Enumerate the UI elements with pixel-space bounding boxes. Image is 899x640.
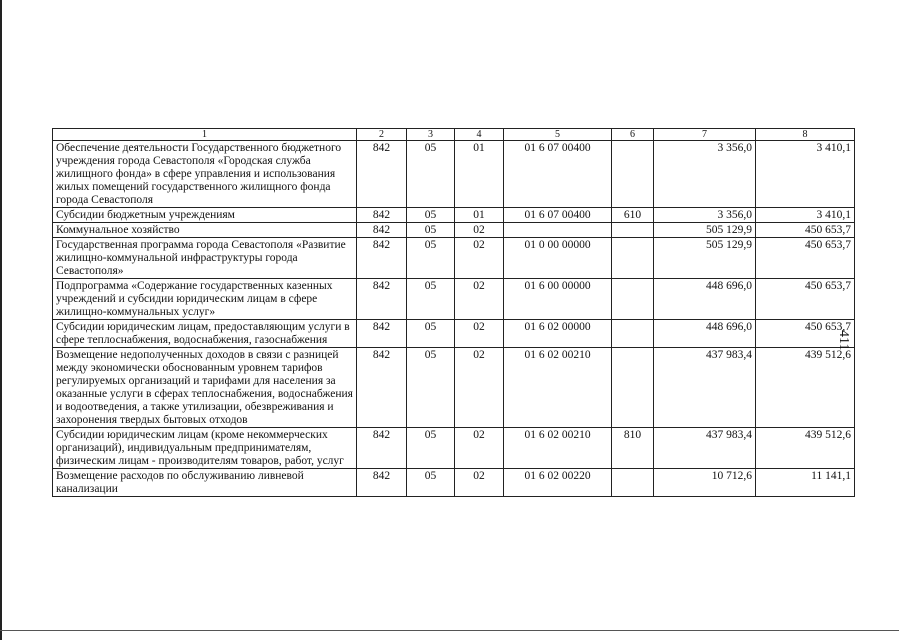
ministry-code-cell: 842 — [357, 469, 407, 497]
page-number: 411 — [836, 330, 851, 351]
expense-type-cell: 810 — [612, 428, 654, 469]
column-number: 8 — [756, 129, 855, 141]
page-bottom-rule — [0, 630, 899, 631]
subsection-code-cell: 01 — [455, 208, 504, 223]
amount-year2-cell: 3 410,1 — [756, 141, 855, 208]
column-number: 2 — [357, 129, 407, 141]
amount-year2-cell: 450 653,7 — [756, 279, 855, 320]
table-row — [53, 141, 855, 208]
table-row — [53, 348, 855, 428]
expense-type-cell — [612, 279, 654, 320]
section-code-cell: 05 — [407, 320, 455, 348]
table-row — [53, 428, 855, 469]
section-code-cell: 05 — [407, 208, 455, 223]
ministry-code-cell: 842 — [357, 208, 407, 223]
amount-year1-cell: 505 129,9 — [654, 238, 756, 279]
target-article-cell: 01 6 02 00220 — [504, 469, 612, 497]
row-name-cell: Возмещение недополученных доходов в связи с разницей между экономически обоснованным уровнем тарифов регулируемых организаций и тарифами для населения за оказанные услуги в сферах теплоснабжения, водоснабжения и водоотведения, а также утилизации, обезвреживания и захоронения твердых бытовых отходов — [53, 348, 357, 428]
column-number: 3 — [407, 129, 455, 141]
amount-year2-cell: 439 512,6 — [756, 428, 855, 469]
expense-type-cell — [612, 223, 654, 238]
subsection-code-cell: 02 — [455, 238, 504, 279]
ministry-code-cell: 842 — [357, 223, 407, 238]
expense-type-cell — [612, 141, 654, 208]
ministry-code-cell: 842 — [357, 141, 407, 208]
column-number: 6 — [612, 129, 654, 141]
expense-type-cell — [612, 469, 654, 497]
row-name-cell: Субсидии бюджетным учреждениям — [53, 208, 357, 223]
amount-year2-cell: 11 141,1 — [756, 469, 855, 497]
column-number: 7 — [654, 129, 756, 141]
section-code-cell: 05 — [407, 141, 455, 208]
amount-year1-cell: 448 696,0 — [654, 279, 756, 320]
row-name-cell: Подпрограмма «Содержание государственных казенных учреждений и субсидии юридическим лицам в сфере жилищно-коммунальных услуг» — [53, 279, 357, 320]
table-row — [53, 223, 855, 238]
row-name-cell: Субсидии юридическим лицам, предоставляющим услуги в сфере теплоснабжения, водоснабжения, газоснабжения — [53, 320, 357, 348]
row-name-cell: Возмещение расходов по обслуживанию ливневой канализации — [53, 469, 357, 497]
subsection-code-cell: 02 — [455, 428, 504, 469]
target-article-cell: 01 6 02 00210 — [504, 348, 612, 428]
ministry-code-cell: 842 — [357, 428, 407, 469]
section-code-cell: 05 — [407, 428, 455, 469]
row-name-cell: Обеспечение деятельности Государственного бюджетного учреждения города Севастополя «Городская служба жилищного фонда» в сфере управления и использования жилых помещений государственного жилищного фонда города Севастополя — [53, 141, 357, 208]
target-article-cell: 01 6 07 00400 — [504, 208, 612, 223]
column-number: 4 — [455, 129, 504, 141]
amount-year1-cell: 3 356,0 — [654, 141, 756, 208]
expense-type-cell — [612, 320, 654, 348]
amount-year1-cell: 437 983,4 — [654, 428, 756, 469]
amount-year1-cell: 3 356,0 — [654, 208, 756, 223]
budget-table — [52, 128, 855, 497]
expense-type-cell — [612, 348, 654, 428]
column-number-row — [53, 129, 855, 141]
expense-type-cell — [612, 238, 654, 279]
table-row — [53, 238, 855, 279]
table-row — [53, 469, 855, 497]
row-name-cell: Субсидии юридическим лицам (кроме некоммерческих организаций), индивидуальным предпринимателям, физическим лицам - производителям товаров, работ, услуг — [53, 428, 357, 469]
ministry-code-cell: 842 — [357, 279, 407, 320]
amount-year1-cell: 448 696,0 — [654, 320, 756, 348]
section-code-cell: 05 — [407, 469, 455, 497]
target-article-cell: 01 6 07 00400 — [504, 141, 612, 208]
table-body — [53, 129, 855, 497]
amount-year1-cell: 437 983,4 — [654, 348, 756, 428]
ministry-code-cell: 842 — [357, 320, 407, 348]
target-article-cell — [504, 223, 612, 238]
ministry-code-cell: 842 — [357, 238, 407, 279]
row-name-cell: Коммунальное хозяйство — [53, 223, 357, 238]
subsection-code-cell: 02 — [455, 279, 504, 320]
section-code-cell: 05 — [407, 238, 455, 279]
amount-year2-cell: 450 653,7 — [756, 238, 855, 279]
amount-year2-cell: 450 653,7 — [756, 223, 855, 238]
subsection-code-cell: 02 — [455, 223, 504, 238]
subsection-code-cell: 02 — [455, 469, 504, 497]
expense-type-cell: 610 — [612, 208, 654, 223]
ministry-code-cell: 842 — [357, 348, 407, 428]
section-code-cell: 05 — [407, 348, 455, 428]
target-article-cell: 01 6 00 00000 — [504, 279, 612, 320]
amount-year2-cell: 3 410,1 — [756, 208, 855, 223]
subsection-code-cell: 02 — [455, 348, 504, 428]
row-name-cell: Государственная программа города Севастополя «Развитие жилищно-коммунальной инфраструктуры города Севастополя» — [53, 238, 357, 279]
amount-year1-cell: 505 129,9 — [654, 223, 756, 238]
column-number: 1 — [53, 129, 357, 141]
subsection-code-cell: 02 — [455, 320, 504, 348]
amount-year1-cell: 10 712,6 — [654, 469, 756, 497]
subsection-code-cell: 01 — [455, 141, 504, 208]
target-article-cell: 01 6 02 00210 — [504, 428, 612, 469]
section-code-cell: 05 — [407, 279, 455, 320]
column-number: 5 — [504, 129, 612, 141]
table-row — [53, 320, 855, 348]
table-row — [53, 208, 855, 223]
amount-year2-cell: 450 653,7 — [756, 320, 855, 348]
amount-year2-cell: 439 512,6 — [756, 348, 855, 428]
target-article-cell: 01 6 02 00000 — [504, 320, 612, 348]
target-article-cell: 01 0 00 00000 — [504, 238, 612, 279]
section-code-cell: 05 — [407, 223, 455, 238]
table-row — [53, 279, 855, 320]
